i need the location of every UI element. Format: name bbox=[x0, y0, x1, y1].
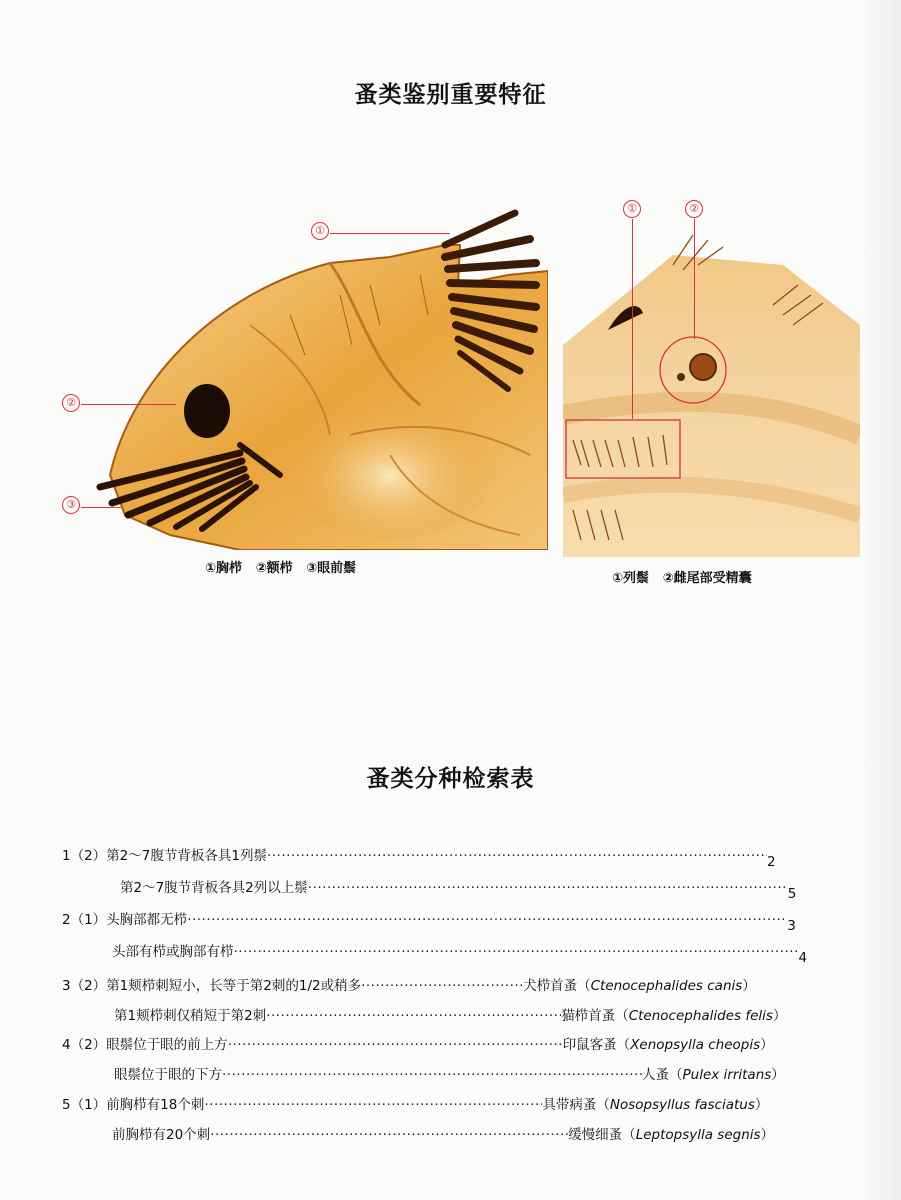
key-row-result bbox=[642, 1065, 785, 1085]
flea-head-figure bbox=[90, 205, 548, 550]
key-row-text: 头胸部都无栉 bbox=[106, 912, 188, 928]
dot-leader bbox=[308, 878, 788, 898]
dot-leader bbox=[234, 942, 799, 962]
key-row bbox=[62, 1095, 768, 1115]
marker-3-left: ③ bbox=[62, 496, 80, 514]
key-row bbox=[114, 1006, 786, 1026]
key-row-number: 3（2） bbox=[62, 978, 107, 994]
close-paren: ） bbox=[771, 1067, 785, 1083]
key-row bbox=[62, 910, 796, 934]
species-scientific-name: Ctenocephalides canis bbox=[590, 978, 743, 994]
key-row bbox=[120, 878, 797, 902]
key-row-text: 头部有栉或胸部有栉 bbox=[112, 944, 234, 960]
dot-leader bbox=[361, 976, 523, 996]
section-title-key: 蚤类分种检索表 bbox=[366, 766, 535, 792]
species-scientific-name: Nosopsyllus fasciatus bbox=[609, 1097, 755, 1113]
key-row bbox=[112, 1125, 774, 1145]
key-row-result bbox=[523, 976, 756, 996]
key-row-number: 4（2） bbox=[62, 1037, 107, 1053]
key-row bbox=[112, 942, 808, 966]
key-row-goto: 3 bbox=[787, 918, 796, 934]
leader-line-1-left bbox=[330, 233, 450, 234]
key-row-result bbox=[568, 1125, 774, 1145]
close-paren: ） bbox=[754, 1097, 769, 1113]
species-scientific-name: Ctenocephalides felis bbox=[628, 1008, 773, 1024]
key-row-text: 眼鬃位于眼的前上方 bbox=[106, 1037, 228, 1053]
dot-leader bbox=[267, 846, 767, 866]
key-row-number: 1（2） bbox=[62, 848, 107, 864]
key-row bbox=[62, 976, 756, 996]
key-row-result bbox=[561, 1006, 786, 1026]
key-row-goto: 4 bbox=[798, 950, 808, 966]
species-scientific-name: Xenopsylla cheopis bbox=[630, 1037, 761, 1053]
species-common-name: 猫栉首蚤（ bbox=[561, 1008, 629, 1024]
marker-2-left: ② bbox=[62, 394, 80, 412]
flea-abdomen-figure bbox=[563, 195, 860, 557]
marker-2-right: ② bbox=[685, 200, 703, 218]
key-row-number: 2（1） bbox=[62, 912, 107, 928]
leader-line-1-right bbox=[632, 219, 633, 419]
left-figure-caption: ①胸栉 ②额栉 ③眼前鬃 bbox=[205, 561, 357, 576]
leader-line-2-left bbox=[81, 404, 176, 405]
dot-leader bbox=[266, 1006, 561, 1026]
close-paren: ） bbox=[760, 1037, 774, 1053]
key-row-text: 第1颊栉刺短小，长等于第2刺的1/2或稍多 bbox=[106, 978, 362, 994]
species-common-name: 印鼠客蚤（ bbox=[562, 1037, 631, 1053]
species-scientific-name: Leptopsylla segnis bbox=[635, 1127, 761, 1143]
key-row-text: 第1颊栉刺仅稍短于第2刺 bbox=[114, 1008, 267, 1024]
species-common-name: 人蚤（ bbox=[642, 1067, 683, 1083]
key-row-result bbox=[542, 1095, 768, 1115]
key-row-goto: 5 bbox=[787, 886, 797, 902]
key-row-text: 眼鬃位于眼的下方 bbox=[114, 1067, 222, 1083]
key-row-text: 第2～7腹节背板各具1列鬃 bbox=[106, 848, 267, 864]
dot-leader bbox=[228, 1035, 563, 1055]
section-title-features: 蚤类鉴别重要特征 bbox=[354, 82, 547, 108]
key-row-result bbox=[563, 1035, 774, 1055]
key-row bbox=[114, 1065, 785, 1085]
leader-line-2-right bbox=[694, 219, 695, 339]
close-paren: ） bbox=[760, 1127, 775, 1143]
marker-1-left: ① bbox=[311, 222, 329, 240]
key-row-text: 第2～7腹节背板各具2列以上鬃 bbox=[120, 880, 308, 896]
marker-1-right: ① bbox=[623, 200, 641, 218]
key-row-number: 5（1） bbox=[62, 1097, 107, 1113]
close-paren: ） bbox=[772, 1008, 787, 1024]
dot-leader bbox=[187, 910, 787, 930]
leader-line-3-left bbox=[81, 507, 121, 508]
close-paren: ） bbox=[742, 978, 756, 994]
species-common-name: 缓慢细蚤（ bbox=[568, 1127, 636, 1143]
key-row-goto: 2 bbox=[766, 854, 776, 870]
species-scientific-name: Pulex irritans bbox=[682, 1067, 772, 1083]
key-row-text: 前胸栉有18个刺 bbox=[106, 1097, 205, 1113]
page-edge-shadow bbox=[863, 0, 901, 1200]
dot-leader bbox=[222, 1065, 642, 1085]
right-figure-caption: ①列鬃 ②雌尾部受精囊 bbox=[612, 571, 752, 586]
key-row bbox=[62, 1035, 774, 1055]
species-common-name: 犬栉首蚤（ bbox=[523, 978, 591, 994]
key-row bbox=[62, 846, 776, 870]
key-row-text: 前胸栉有20个刺 bbox=[112, 1127, 211, 1143]
dot-leader bbox=[204, 1095, 542, 1115]
dot-leader bbox=[210, 1125, 568, 1145]
species-common-name: 具带病蚤（ bbox=[542, 1097, 610, 1113]
